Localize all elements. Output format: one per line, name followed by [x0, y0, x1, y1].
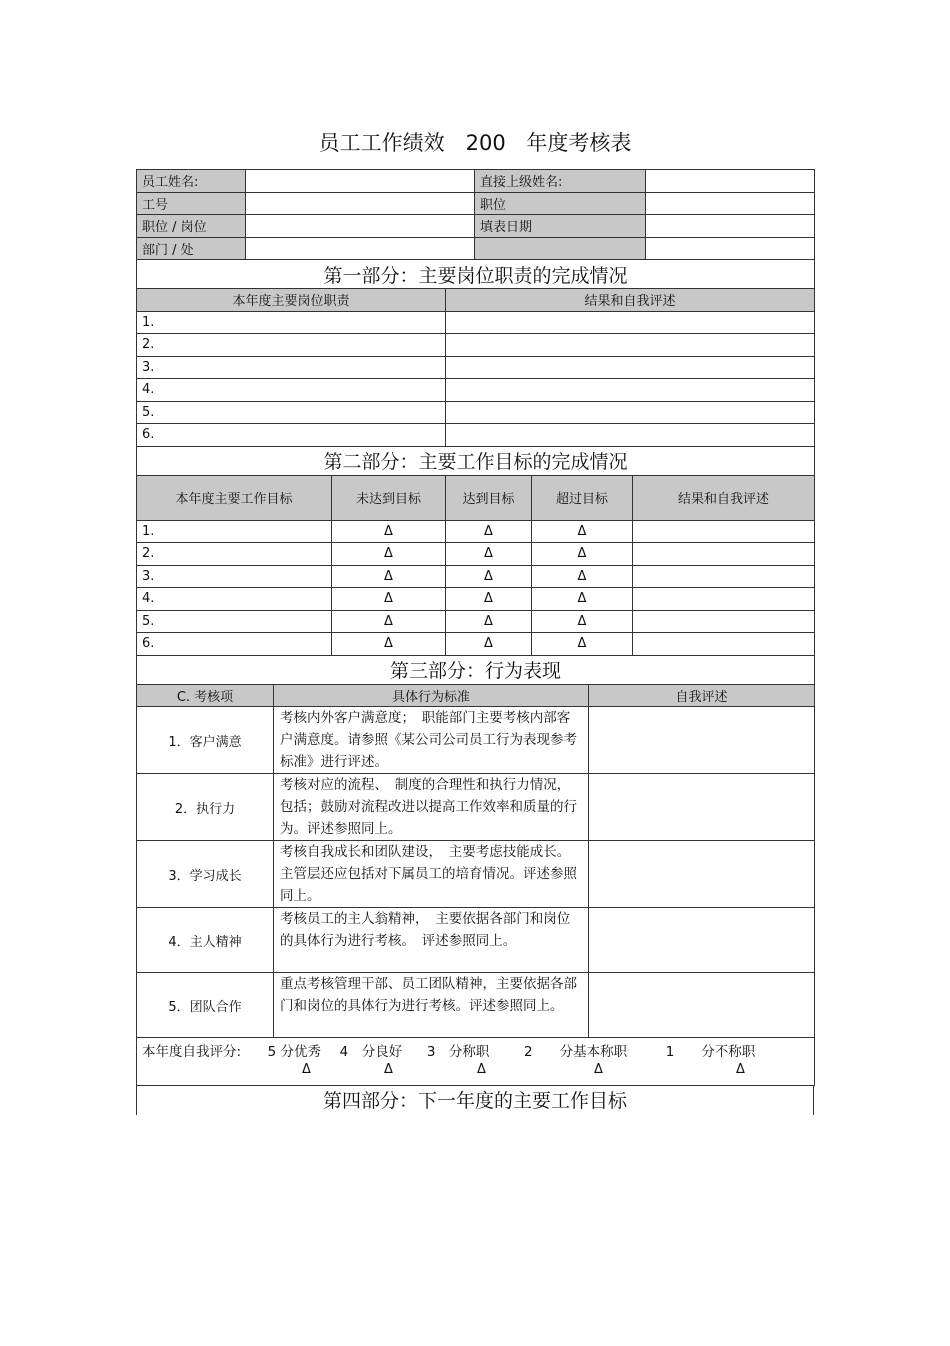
score-option-5[interactable]: 5 分优秀: [267, 1043, 322, 1060]
score-option-2[interactable]: 2 分基本称职: [524, 1043, 628, 1060]
score-mark-4[interactable]: Δ: [384, 1061, 393, 1077]
behavior-item-label: 2．执行力: [137, 774, 274, 841]
behavior-self-review-input[interactable]: [589, 973, 815, 1038]
part1-row-input[interactable]: [446, 334, 815, 357]
part2-row-label: 3.: [137, 565, 332, 588]
exceeded-target-checkbox[interactable]: Δ: [532, 565, 633, 588]
post-field[interactable]: [246, 215, 475, 238]
page-title: 员工工作绩效 200 年度考核表: [318, 131, 632, 155]
part1-row-input[interactable]: [446, 379, 815, 402]
behavior-self-review-input[interactable]: [589, 841, 815, 908]
part1-col-duties: 本年度主要岗位职责: [137, 289, 446, 312]
behavior-item-standard: 考核内外客户满意度； 职能部门主要考核内部客户满意度。请参照《某公司公司员工行为表现参考标准》进行评述。: [274, 707, 589, 774]
part2-row-label: 1.: [137, 520, 332, 543]
part2-row-label: 4.: [137, 588, 332, 611]
part1-row-label: 1.: [137, 311, 446, 334]
below-target-checkbox[interactable]: Δ: [332, 610, 446, 633]
part1-col-result: 结果和自我评述: [446, 289, 815, 312]
self-score-row: [137, 1038, 815, 1086]
behavior-self-review-input[interactable]: [589, 908, 815, 973]
part2-col-goals: 本年度主要工作目标: [137, 475, 332, 520]
part1-row-label: 5.: [137, 401, 446, 424]
appraisal-form: [136, 169, 814, 1115]
met-target-checkbox[interactable]: Δ: [446, 543, 532, 566]
name-label: 员工姓名:: [137, 170, 246, 193]
part1-row-input[interactable]: [446, 424, 815, 447]
part1-table: [136, 260, 815, 447]
id-field[interactable]: [246, 192, 475, 215]
behavior-item-standard: 考核员工的主人翁精神， 主要依据各部门和岗位的具体行为进行考核。 评述参照同上。: [274, 908, 589, 973]
post-label: 职位 / 岗位: [137, 215, 246, 238]
part2-row-input[interactable]: [633, 565, 815, 588]
score-mark-1[interactable]: Δ: [736, 1061, 745, 1077]
behavior-item-label: 5．团队合作: [137, 973, 274, 1038]
position-label: 职位: [475, 192, 646, 215]
score-mark-5[interactable]: Δ: [302, 1061, 311, 1077]
part3-col-item: C. 考核项: [137, 684, 274, 707]
behavior-item-standard: 考核自我成长和团队建设， 主要考虑技能成长。 主管层还应包括对下属员工的培育情况。评述参照同上。: [274, 841, 589, 908]
below-target-checkbox[interactable]: Δ: [332, 588, 446, 611]
supervisor-field[interactable]: [646, 170, 815, 193]
part2-row-input[interactable]: [633, 543, 815, 566]
part1-row-input[interactable]: [446, 311, 815, 334]
met-target-checkbox[interactable]: Δ: [446, 610, 532, 633]
score-mark-2[interactable]: Δ: [594, 1061, 603, 1077]
part3-heading: 第三部分：行为表现: [137, 656, 815, 685]
met-target-checkbox[interactable]: Δ: [446, 588, 532, 611]
score-option-1[interactable]: 1 分不称职: [665, 1043, 756, 1060]
part1-row-label: 3.: [137, 356, 446, 379]
exceeded-target-checkbox[interactable]: Δ: [532, 633, 633, 656]
below-target-checkbox[interactable]: Δ: [332, 520, 446, 543]
part2-row-input[interactable]: [633, 520, 815, 543]
part2-row-input[interactable]: [633, 633, 815, 656]
met-target-checkbox[interactable]: Δ: [446, 565, 532, 588]
met-target-checkbox[interactable]: Δ: [446, 633, 532, 656]
part4-heading: 第四部分：下一年度的主要工作目标: [136, 1086, 814, 1115]
part3-col-standard: 具体行为标准: [274, 684, 589, 707]
date-label: 填表日期: [475, 215, 646, 238]
name-field[interactable]: [246, 170, 475, 193]
below-target-checkbox[interactable]: Δ: [332, 543, 446, 566]
exceeded-target-checkbox[interactable]: Δ: [532, 610, 633, 633]
exceeded-target-checkbox[interactable]: Δ: [532, 543, 633, 566]
behavior-item-label: 3．学习成长: [137, 841, 274, 908]
part1-heading: 第一部分：主要岗位职责的完成情况: [137, 260, 815, 289]
part2-row-input[interactable]: [633, 588, 815, 611]
exceeded-target-checkbox[interactable]: Δ: [532, 588, 633, 611]
dept-label: 部门 / 处: [137, 237, 246, 260]
part2-col-met: 达到目标: [446, 475, 532, 520]
part3-table: [136, 656, 815, 1087]
part1-row-label: 2.: [137, 334, 446, 357]
score-mark-3[interactable]: Δ: [477, 1061, 486, 1077]
supervisor-label: 直接上级姓名:: [475, 170, 646, 193]
part2-row-label: 5.: [137, 610, 332, 633]
part2-row-label: 6.: [137, 633, 332, 656]
blank-field[interactable]: [646, 237, 815, 260]
part2-heading: 第二部分：主要工作目标的完成情况: [137, 447, 815, 476]
below-target-checkbox[interactable]: Δ: [332, 633, 446, 656]
behavior-item-label: 4．主人精神: [137, 908, 274, 973]
behavior-self-review-input[interactable]: [589, 774, 815, 841]
score-option-3[interactable]: 3 分称职: [426, 1043, 490, 1060]
position-field[interactable]: [646, 192, 815, 215]
part2-row-label: 2.: [137, 543, 332, 566]
exceeded-target-checkbox[interactable]: Δ: [532, 520, 633, 543]
below-target-checkbox[interactable]: Δ: [332, 565, 446, 588]
behavior-self-review-input[interactable]: [589, 707, 815, 774]
self-score-label: 本年度自我评分:: [142, 1043, 242, 1060]
part2-col-result: 结果和自我评述: [633, 475, 815, 520]
behavior-item-standard: 考核对应的流程、 制度的合理性和执行力情况，包括；鼓励对流程改进以提高工作效率和质量的行为。评述参照同上。: [274, 774, 589, 841]
id-label: 工号: [137, 192, 246, 215]
date-field[interactable]: [646, 215, 815, 238]
part1-row-label: 6.: [137, 424, 446, 447]
part1-row-label: 4.: [137, 379, 446, 402]
part2-row-input[interactable]: [633, 610, 815, 633]
blank-gray-cell: [475, 237, 646, 260]
part1-row-input[interactable]: [446, 356, 815, 379]
behavior-item-standard: 重点考核管理干部、员工团队精神，主要依据各部门和岗位的具体行为进行考核。评述参照同上。: [274, 973, 589, 1038]
part2-col-exceeded: 超过目标: [532, 475, 633, 520]
part2-table: [136, 447, 815, 656]
part2-col-below: 未达到目标: [332, 475, 446, 520]
part1-row-input[interactable]: [446, 401, 815, 424]
dept-field[interactable]: [246, 237, 475, 260]
employee-info-table: [136, 169, 815, 260]
behavior-item-label: 1．客户满意: [137, 707, 274, 774]
score-option-4[interactable]: 4 分良好: [339, 1043, 403, 1060]
part3-col-self: 自我评述: [589, 684, 815, 707]
met-target-checkbox[interactable]: Δ: [446, 520, 532, 543]
